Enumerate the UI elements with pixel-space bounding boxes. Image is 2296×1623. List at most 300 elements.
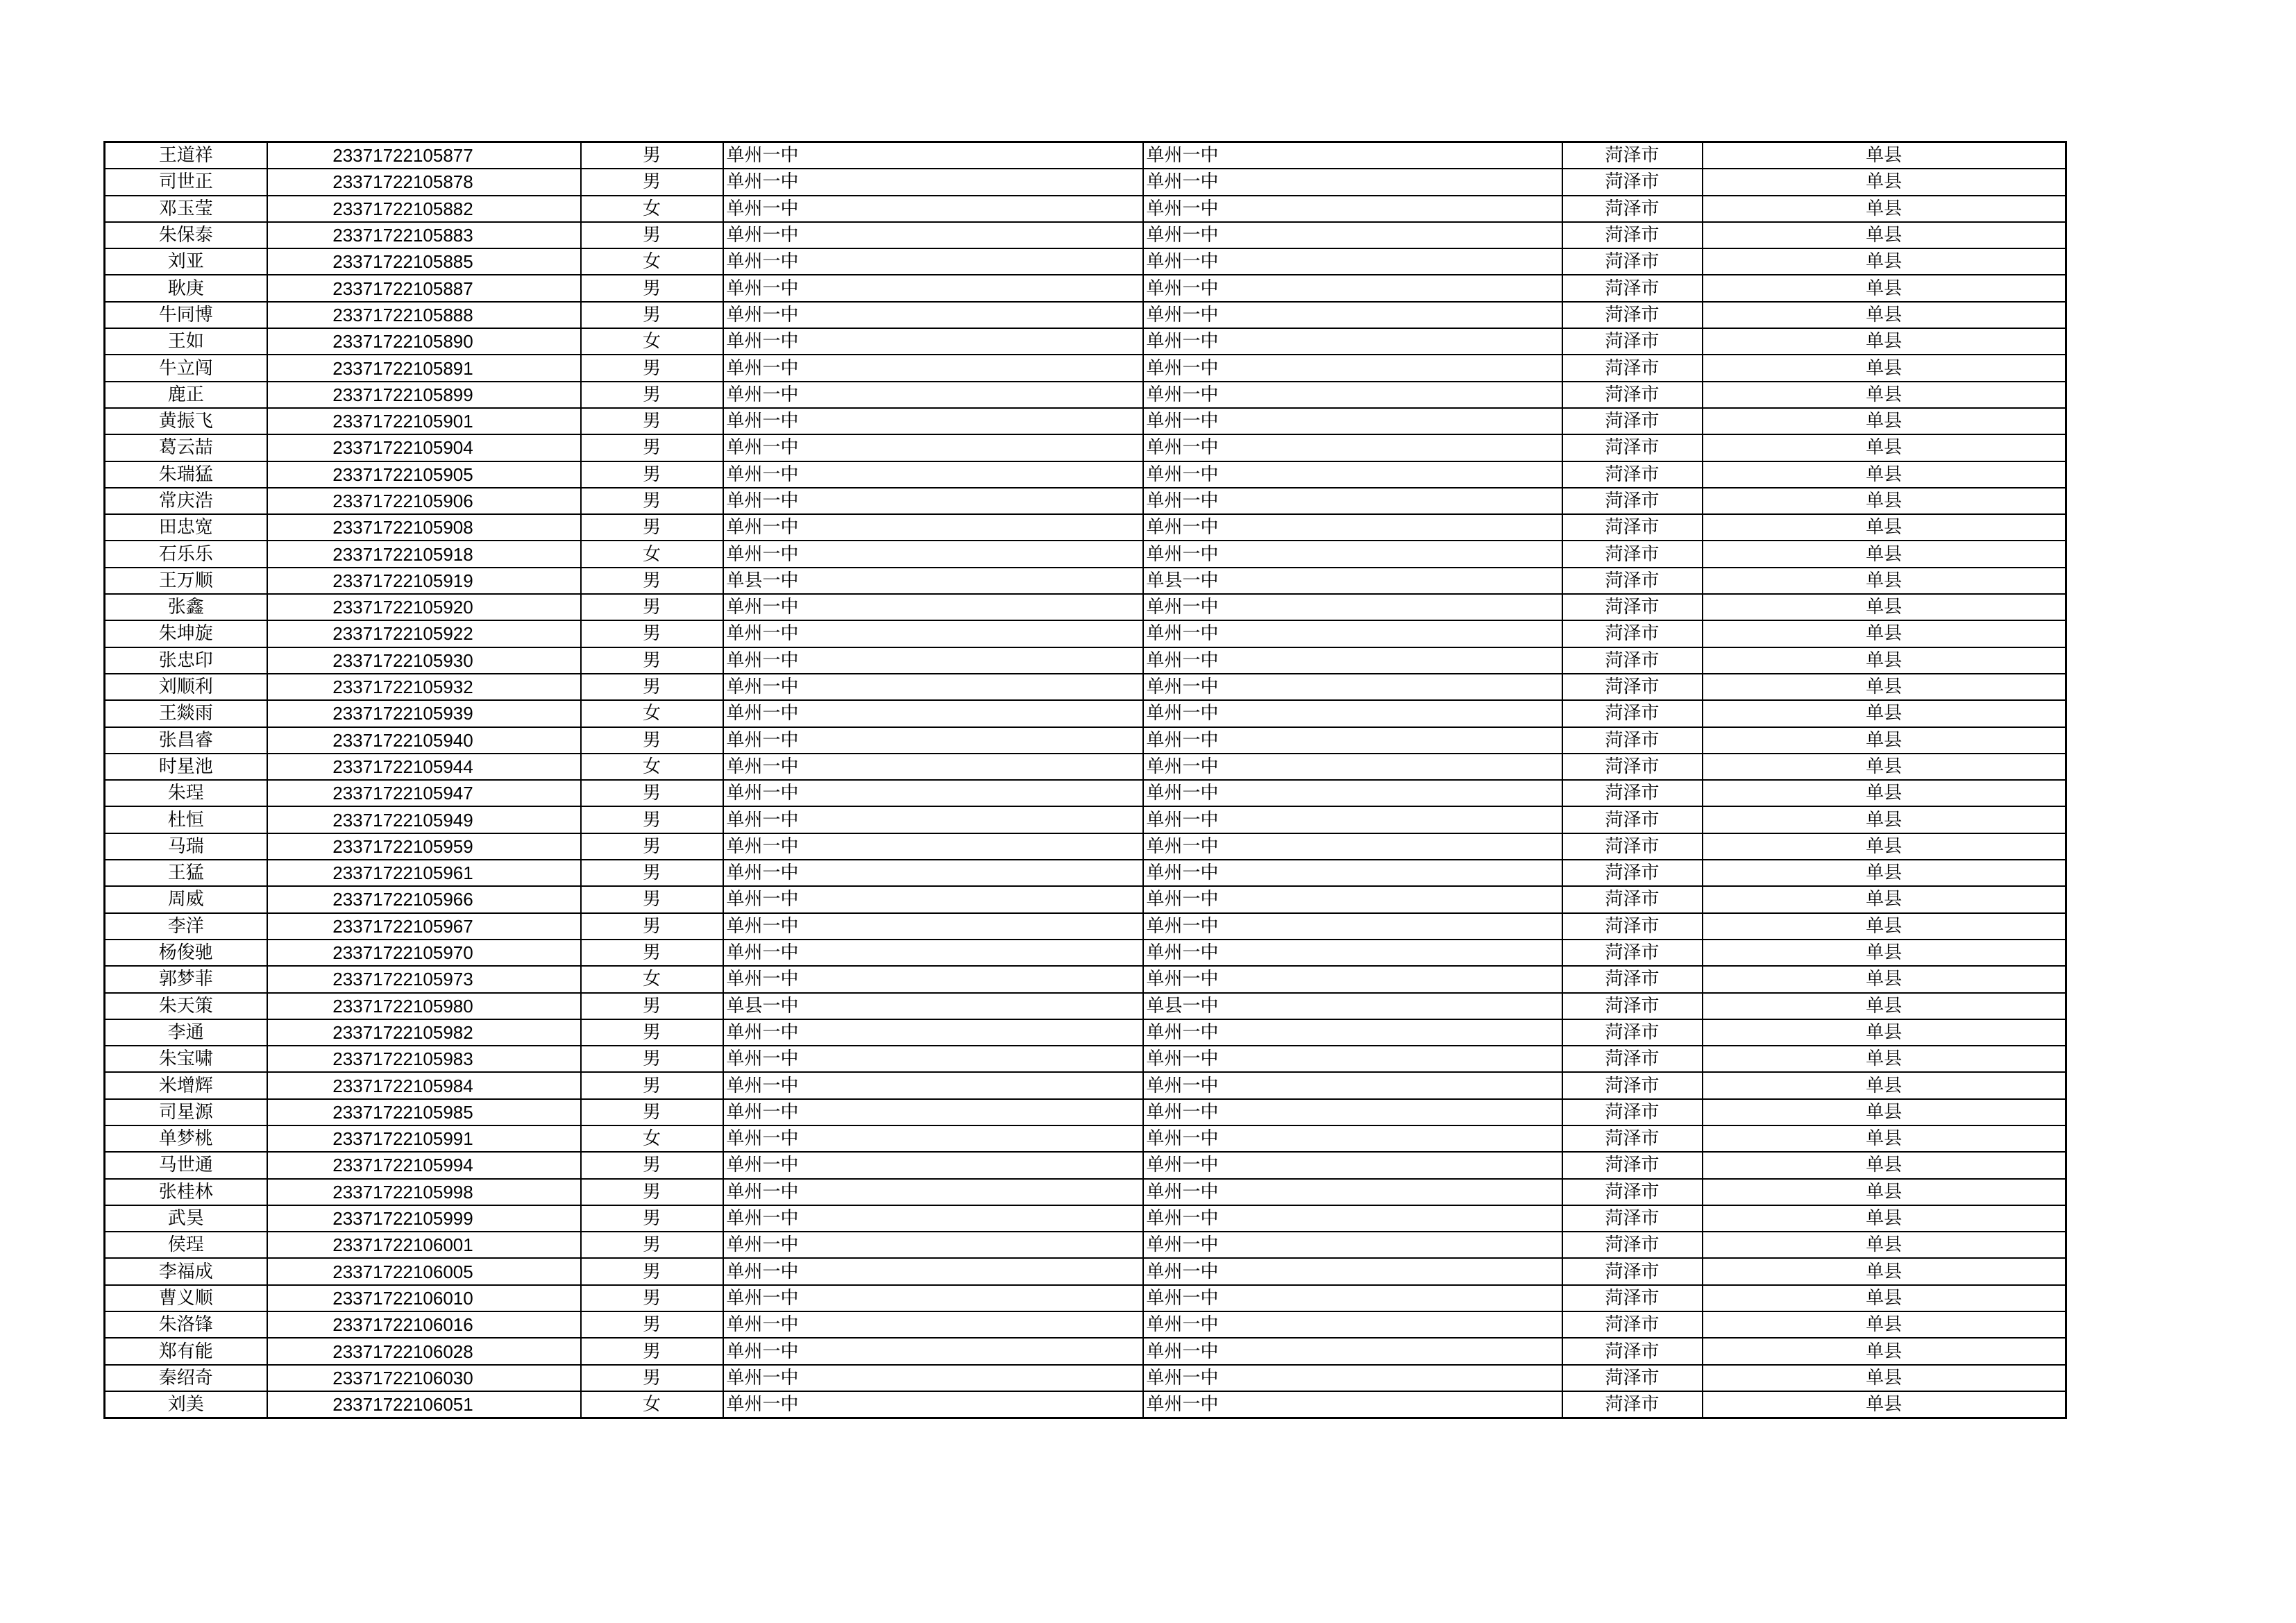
school-cell: 单州一中 xyxy=(723,913,1143,940)
county-cell: 单县 xyxy=(1703,700,2066,726)
school-cell: 单州一中 xyxy=(723,833,1143,860)
table-row xyxy=(105,1232,2066,1258)
school-cell: 单州一中 xyxy=(723,275,1143,301)
school-cell: 单州一中 xyxy=(723,754,1143,780)
city-cell: 菏泽市 xyxy=(1562,1311,1703,1338)
gender-cell: 男 xyxy=(581,1232,723,1258)
city-cell: 菏泽市 xyxy=(1562,700,1703,726)
exam-site-cell: 单州一中 xyxy=(1143,488,1562,514)
gender-cell: 男 xyxy=(581,488,723,514)
gender-cell: 男 xyxy=(581,620,723,647)
county-cell: 单县 xyxy=(1703,780,2066,806)
school-cell: 单州一中 xyxy=(723,248,1143,275)
exam-number-cell: 23371722105991 xyxy=(267,1125,581,1152)
gender-cell: 男 xyxy=(581,1285,723,1311)
county-cell: 单县 xyxy=(1703,833,2066,860)
county-cell: 单县 xyxy=(1703,1311,2066,1338)
table-row xyxy=(105,434,2066,461)
student-name-cell: 单梦桃 xyxy=(105,1125,267,1152)
county-cell: 单县 xyxy=(1703,222,2066,248)
county-cell: 单县 xyxy=(1703,1019,2066,1046)
school-cell: 单州一中 xyxy=(723,940,1143,966)
gender-cell: 男 xyxy=(581,275,723,301)
student-name-cell: 朱宝啸 xyxy=(105,1046,267,1072)
gender-cell: 男 xyxy=(581,833,723,860)
student-name-cell: 刘亚 xyxy=(105,248,267,275)
gender-cell: 男 xyxy=(581,408,723,434)
city-cell: 菏泽市 xyxy=(1562,461,1703,488)
table-row xyxy=(105,806,2066,833)
exam-number-cell: 23371722105887 xyxy=(267,275,581,301)
student-name-cell: 王燚雨 xyxy=(105,700,267,726)
exam-number-cell: 23371722105966 xyxy=(267,886,581,912)
table-row xyxy=(105,302,2066,328)
school-cell: 单州一中 xyxy=(723,541,1143,567)
exam-site-cell: 单州一中 xyxy=(1143,754,1562,780)
table-row xyxy=(105,1072,2066,1098)
student-name-cell: 耿庚 xyxy=(105,275,267,301)
exam-number-cell: 23371722105985 xyxy=(267,1099,581,1125)
exam-site-cell: 单州一中 xyxy=(1143,382,1562,408)
city-cell: 菏泽市 xyxy=(1562,647,1703,674)
city-cell: 菏泽市 xyxy=(1562,514,1703,541)
school-cell: 单州一中 xyxy=(723,700,1143,726)
gender-cell: 男 xyxy=(581,1099,723,1125)
student-name-cell: 朱瑞猛 xyxy=(105,461,267,488)
school-cell: 单州一中 xyxy=(723,488,1143,514)
table-row xyxy=(105,222,2066,248)
city-cell: 菏泽市 xyxy=(1562,1232,1703,1258)
exam-number-cell: 23371722105944 xyxy=(267,754,581,780)
county-cell: 单县 xyxy=(1703,1072,2066,1098)
city-cell: 菏泽市 xyxy=(1562,196,1703,222)
gender-cell: 女 xyxy=(581,328,723,355)
table-row xyxy=(105,1179,2066,1205)
table-row xyxy=(105,355,2066,381)
exam-number-cell: 23371722105877 xyxy=(267,142,581,169)
student-name-cell: 杜恒 xyxy=(105,806,267,833)
city-cell: 菏泽市 xyxy=(1562,434,1703,461)
exam-site-cell: 单州一中 xyxy=(1143,1205,1562,1232)
student-name-cell: 鹿正 xyxy=(105,382,267,408)
county-cell: 单县 xyxy=(1703,142,2066,169)
school-cell: 单州一中 xyxy=(723,1232,1143,1258)
gender-cell: 女 xyxy=(581,700,723,726)
city-cell: 菏泽市 xyxy=(1562,568,1703,594)
exam-number-cell: 23371722105983 xyxy=(267,1046,581,1072)
student-name-cell: 朱保泰 xyxy=(105,222,267,248)
county-cell: 单县 xyxy=(1703,248,2066,275)
student-name-cell: 张桂林 xyxy=(105,1179,267,1205)
student-name-cell: 王猛 xyxy=(105,860,267,886)
city-cell: 菏泽市 xyxy=(1562,833,1703,860)
exam-number-cell: 23371722106051 xyxy=(267,1391,581,1418)
exam-number-cell: 23371722105891 xyxy=(267,355,581,381)
table-row xyxy=(105,1311,2066,1338)
student-name-cell: 朱天策 xyxy=(105,993,267,1019)
exam-site-cell: 单州一中 xyxy=(1143,1232,1562,1258)
school-cell: 单县一中 xyxy=(723,993,1143,1019)
table-row xyxy=(105,647,2066,674)
school-cell: 单州一中 xyxy=(723,355,1143,381)
table-row xyxy=(105,1125,2066,1152)
gender-cell: 男 xyxy=(581,461,723,488)
city-cell: 菏泽市 xyxy=(1562,1338,1703,1364)
exam-site-cell: 单州一中 xyxy=(1143,355,1562,381)
gender-cell: 男 xyxy=(581,913,723,940)
city-cell: 菏泽市 xyxy=(1562,1072,1703,1098)
city-cell: 菏泽市 xyxy=(1562,966,1703,992)
school-cell: 单州一中 xyxy=(723,1019,1143,1046)
gender-cell: 男 xyxy=(581,1179,723,1205)
student-name-cell: 李福成 xyxy=(105,1258,267,1284)
exam-number-cell: 23371722105918 xyxy=(267,541,581,567)
table-row xyxy=(105,860,2066,886)
table-row xyxy=(105,461,2066,488)
exam-site-cell: 单州一中 xyxy=(1143,196,1562,222)
table-row xyxy=(105,568,2066,594)
school-cell: 单州一中 xyxy=(723,382,1143,408)
city-cell: 菏泽市 xyxy=(1562,1019,1703,1046)
student-name-cell: 王如 xyxy=(105,328,267,355)
county-cell: 单县 xyxy=(1703,1125,2066,1152)
table-row xyxy=(105,1205,2066,1232)
exam-site-cell: 单州一中 xyxy=(1143,541,1562,567)
county-cell: 单县 xyxy=(1703,408,2066,434)
city-cell: 菏泽市 xyxy=(1562,541,1703,567)
school-cell: 单州一中 xyxy=(723,620,1143,647)
table-row xyxy=(105,1019,2066,1046)
county-cell: 单县 xyxy=(1703,1152,2066,1178)
school-cell: 单州一中 xyxy=(723,142,1143,169)
gender-cell: 男 xyxy=(581,514,723,541)
table-row xyxy=(105,913,2066,940)
exam-site-cell: 单州一中 xyxy=(1143,1338,1562,1364)
school-cell: 单州一中 xyxy=(723,222,1143,248)
gender-cell: 男 xyxy=(581,1258,723,1284)
city-cell: 菏泽市 xyxy=(1562,754,1703,780)
county-cell: 单县 xyxy=(1703,1205,2066,1232)
exam-number-cell: 23371722105908 xyxy=(267,514,581,541)
exam-number-cell: 23371722105970 xyxy=(267,940,581,966)
school-cell: 单州一中 xyxy=(723,966,1143,992)
city-cell: 菏泽市 xyxy=(1562,940,1703,966)
exam-site-cell: 单州一中 xyxy=(1143,248,1562,275)
exam-number-cell: 23371722105906 xyxy=(267,488,581,514)
school-cell: 单州一中 xyxy=(723,1125,1143,1152)
gender-cell: 男 xyxy=(581,594,723,620)
gender-cell: 男 xyxy=(581,382,723,408)
exam-number-cell: 23371722106028 xyxy=(267,1338,581,1364)
table-row xyxy=(105,700,2066,726)
exam-number-cell: 23371722105961 xyxy=(267,860,581,886)
table-row xyxy=(105,1099,2066,1125)
county-cell: 单县 xyxy=(1703,1391,2066,1418)
exam-number-cell: 23371722105947 xyxy=(267,780,581,806)
exam-site-cell: 单州一中 xyxy=(1143,913,1562,940)
county-cell: 单县 xyxy=(1703,328,2066,355)
student-name-cell: 黄振飞 xyxy=(105,408,267,434)
exam-site-cell: 单州一中 xyxy=(1143,1285,1562,1311)
county-cell: 单县 xyxy=(1703,1365,2066,1391)
gender-cell: 男 xyxy=(581,806,723,833)
school-cell: 单县一中 xyxy=(723,568,1143,594)
exam-number-cell: 23371722105940 xyxy=(267,727,581,754)
exam-site-cell: 单州一中 xyxy=(1143,169,1562,195)
table-row xyxy=(105,196,2066,222)
school-cell: 单州一中 xyxy=(723,302,1143,328)
exam-number-cell: 23371722105904 xyxy=(267,434,581,461)
exam-number-cell: 23371722105882 xyxy=(267,196,581,222)
exam-site-cell: 单州一中 xyxy=(1143,434,1562,461)
exam-site-cell: 单州一中 xyxy=(1143,1072,1562,1098)
exam-site-cell: 单州一中 xyxy=(1143,727,1562,754)
exam-site-cell: 单州一中 xyxy=(1143,408,1562,434)
county-cell: 单县 xyxy=(1703,806,2066,833)
exam-site-cell: 单州一中 xyxy=(1143,966,1562,992)
gender-cell: 男 xyxy=(581,169,723,195)
city-cell: 菏泽市 xyxy=(1562,488,1703,514)
student-name-cell: 牛立闯 xyxy=(105,355,267,381)
student-name-cell: 田忠宽 xyxy=(105,514,267,541)
city-cell: 菏泽市 xyxy=(1562,1152,1703,1178)
gender-cell: 女 xyxy=(581,1391,723,1418)
city-cell: 菏泽市 xyxy=(1562,1391,1703,1418)
city-cell: 菏泽市 xyxy=(1562,620,1703,647)
gender-cell: 男 xyxy=(581,1046,723,1072)
gender-cell: 女 xyxy=(581,248,723,275)
city-cell: 菏泽市 xyxy=(1562,1365,1703,1391)
student-name-cell: 周威 xyxy=(105,886,267,912)
school-cell: 单州一中 xyxy=(723,780,1143,806)
student-name-cell: 侯珵 xyxy=(105,1232,267,1258)
student-name-cell: 秦绍奇 xyxy=(105,1365,267,1391)
gender-cell: 女 xyxy=(581,541,723,567)
exam-number-cell: 23371722105890 xyxy=(267,328,581,355)
county-cell: 单县 xyxy=(1703,1338,2066,1364)
exam-number-cell: 23371722105901 xyxy=(267,408,581,434)
student-name-cell: 郑有能 xyxy=(105,1338,267,1364)
school-cell: 单州一中 xyxy=(723,886,1143,912)
gender-cell: 男 xyxy=(581,993,723,1019)
county-cell: 单县 xyxy=(1703,461,2066,488)
gender-cell: 男 xyxy=(581,886,723,912)
city-cell: 菏泽市 xyxy=(1562,1258,1703,1284)
exam-site-cell: 单州一中 xyxy=(1143,700,1562,726)
student-name-cell: 马瑞 xyxy=(105,833,267,860)
city-cell: 菏泽市 xyxy=(1562,993,1703,1019)
student-name-cell: 葛云喆 xyxy=(105,434,267,461)
exam-number-cell: 23371722105930 xyxy=(267,647,581,674)
table-row xyxy=(105,408,2066,434)
exam-site-cell: 单州一中 xyxy=(1143,328,1562,355)
table-row xyxy=(105,780,2066,806)
exam-site-cell: 单州一中 xyxy=(1143,1365,1562,1391)
school-cell: 单州一中 xyxy=(723,1099,1143,1125)
student-name-cell: 马世通 xyxy=(105,1152,267,1178)
gender-cell: 男 xyxy=(581,674,723,700)
gender-cell: 男 xyxy=(581,647,723,674)
gender-cell: 男 xyxy=(581,1311,723,1338)
city-cell: 菏泽市 xyxy=(1562,780,1703,806)
county-cell: 单县 xyxy=(1703,674,2066,700)
student-name-cell: 曹义顺 xyxy=(105,1285,267,1311)
exam-number-cell: 23371722105982 xyxy=(267,1019,581,1046)
city-cell: 菏泽市 xyxy=(1562,355,1703,381)
county-cell: 单县 xyxy=(1703,940,2066,966)
gender-cell: 女 xyxy=(581,196,723,222)
exam-site-cell: 单州一中 xyxy=(1143,1019,1562,1046)
city-cell: 菏泽市 xyxy=(1562,1046,1703,1072)
exam-site-cell: 单州一中 xyxy=(1143,1099,1562,1125)
county-cell: 单县 xyxy=(1703,1099,2066,1125)
exam-number-cell: 23371722105939 xyxy=(267,700,581,726)
school-cell: 单州一中 xyxy=(723,1285,1143,1311)
city-cell: 菏泽市 xyxy=(1562,302,1703,328)
student-name-cell: 朱珵 xyxy=(105,780,267,806)
gender-cell: 男 xyxy=(581,1338,723,1364)
table-row xyxy=(105,754,2066,780)
student-name-cell: 张昌睿 xyxy=(105,727,267,754)
exam-number-cell: 23371722105959 xyxy=(267,833,581,860)
exam-site-cell: 单县一中 xyxy=(1143,993,1562,1019)
table-row xyxy=(105,382,2066,408)
exam-number-cell: 23371722105980 xyxy=(267,993,581,1019)
school-cell: 单州一中 xyxy=(723,1391,1143,1418)
exam-number-cell: 23371722106016 xyxy=(267,1311,581,1338)
exam-number-cell: 23371722105899 xyxy=(267,382,581,408)
table-row xyxy=(105,541,2066,567)
city-cell: 菏泽市 xyxy=(1562,913,1703,940)
school-cell: 单州一中 xyxy=(723,1072,1143,1098)
city-cell: 菏泽市 xyxy=(1562,248,1703,275)
city-cell: 菏泽市 xyxy=(1562,1125,1703,1152)
gender-cell: 女 xyxy=(581,754,723,780)
student-name-cell: 杨俊驰 xyxy=(105,940,267,966)
exam-number-cell: 23371722105984 xyxy=(267,1072,581,1098)
county-cell: 单县 xyxy=(1703,434,2066,461)
school-cell: 单州一中 xyxy=(723,806,1143,833)
exam-number-cell: 23371722105999 xyxy=(267,1205,581,1232)
table-row xyxy=(105,1258,2066,1284)
county-cell: 单县 xyxy=(1703,382,2066,408)
student-name-cell: 常庆浩 xyxy=(105,488,267,514)
exam-number-cell: 23371722105883 xyxy=(267,222,581,248)
exam-number-cell: 23371722106010 xyxy=(267,1285,581,1311)
table-row xyxy=(105,1391,2066,1418)
exam-number-cell: 23371722105949 xyxy=(267,806,581,833)
city-cell: 菏泽市 xyxy=(1562,886,1703,912)
school-cell: 单州一中 xyxy=(723,1046,1143,1072)
county-cell: 单县 xyxy=(1703,727,2066,754)
gender-cell: 男 xyxy=(581,1365,723,1391)
exam-site-cell: 单州一中 xyxy=(1143,514,1562,541)
table-row xyxy=(105,886,2066,912)
table-row xyxy=(105,966,2066,992)
exam-site-cell: 单州一中 xyxy=(1143,620,1562,647)
county-cell: 单县 xyxy=(1703,886,2066,912)
exam-number-cell: 23371722106001 xyxy=(267,1232,581,1258)
exam-site-cell: 单州一中 xyxy=(1143,1152,1562,1178)
student-name-cell: 王道祥 xyxy=(105,142,267,169)
exam-site-cell: 单州一中 xyxy=(1143,1125,1562,1152)
county-cell: 单县 xyxy=(1703,594,2066,620)
exam-site-cell: 单州一中 xyxy=(1143,594,1562,620)
exam-number-cell: 23371722105905 xyxy=(267,461,581,488)
county-cell: 单县 xyxy=(1703,620,2066,647)
table-row xyxy=(105,275,2066,301)
city-cell: 菏泽市 xyxy=(1562,1099,1703,1125)
exam-number-cell: 23371722105973 xyxy=(267,966,581,992)
school-cell: 单州一中 xyxy=(723,196,1143,222)
school-cell: 单州一中 xyxy=(723,647,1143,674)
table-row xyxy=(105,833,2066,860)
student-name-cell: 朱洛锋 xyxy=(105,1311,267,1338)
school-cell: 单州一中 xyxy=(723,1205,1143,1232)
county-cell: 单县 xyxy=(1703,1179,2066,1205)
city-cell: 菏泽市 xyxy=(1562,275,1703,301)
exam-site-cell: 单州一中 xyxy=(1143,780,1562,806)
school-cell: 单州一中 xyxy=(723,1365,1143,1391)
exam-number-cell: 23371722105994 xyxy=(267,1152,581,1178)
exam-number-cell: 23371722105932 xyxy=(267,674,581,700)
county-cell: 单县 xyxy=(1703,169,2066,195)
exam-number-cell: 23371722105885 xyxy=(267,248,581,275)
table-row xyxy=(105,488,2066,514)
gender-cell: 女 xyxy=(581,966,723,992)
table-row xyxy=(105,1152,2066,1178)
student-name-cell: 武昊 xyxy=(105,1205,267,1232)
school-cell: 单州一中 xyxy=(723,169,1143,195)
county-cell: 单县 xyxy=(1703,355,2066,381)
city-cell: 菏泽市 xyxy=(1562,727,1703,754)
exam-site-cell: 单州一中 xyxy=(1143,647,1562,674)
exam-number-cell: 23371722105922 xyxy=(267,620,581,647)
county-cell: 单县 xyxy=(1703,568,2066,594)
exam-number-cell: 23371722105998 xyxy=(267,1179,581,1205)
city-cell: 菏泽市 xyxy=(1562,408,1703,434)
student-name-cell: 朱坤旋 xyxy=(105,620,267,647)
student-name-cell: 石乐乐 xyxy=(105,541,267,567)
school-cell: 单州一中 xyxy=(723,328,1143,355)
table-row xyxy=(105,993,2066,1019)
exam-site-cell: 单州一中 xyxy=(1143,461,1562,488)
gender-cell: 男 xyxy=(581,727,723,754)
table-row xyxy=(105,169,2066,195)
table-row xyxy=(105,1285,2066,1311)
city-cell: 菏泽市 xyxy=(1562,1179,1703,1205)
county-cell: 单县 xyxy=(1703,1258,2066,1284)
table-row xyxy=(105,1046,2066,1072)
student-name-cell: 张忠印 xyxy=(105,647,267,674)
school-cell: 单州一中 xyxy=(723,1311,1143,1338)
exam-site-cell: 单州一中 xyxy=(1143,1046,1562,1072)
exam-number-cell: 23371722106030 xyxy=(267,1365,581,1391)
exam-number-cell: 23371722105920 xyxy=(267,594,581,620)
exam-number-cell: 23371722106005 xyxy=(267,1258,581,1284)
student-name-cell: 郭梦菲 xyxy=(105,966,267,992)
exam-site-cell: 单州一中 xyxy=(1143,275,1562,301)
table-row xyxy=(105,674,2066,700)
county-cell: 单县 xyxy=(1703,541,2066,567)
student-name-cell: 刘美 xyxy=(105,1391,267,1418)
exam-site-cell: 单州一中 xyxy=(1143,674,1562,700)
exam-site-cell: 单州一中 xyxy=(1143,1179,1562,1205)
table-row xyxy=(105,1338,2066,1364)
gender-cell: 男 xyxy=(581,940,723,966)
county-cell: 单县 xyxy=(1703,754,2066,780)
school-cell: 单州一中 xyxy=(723,434,1143,461)
